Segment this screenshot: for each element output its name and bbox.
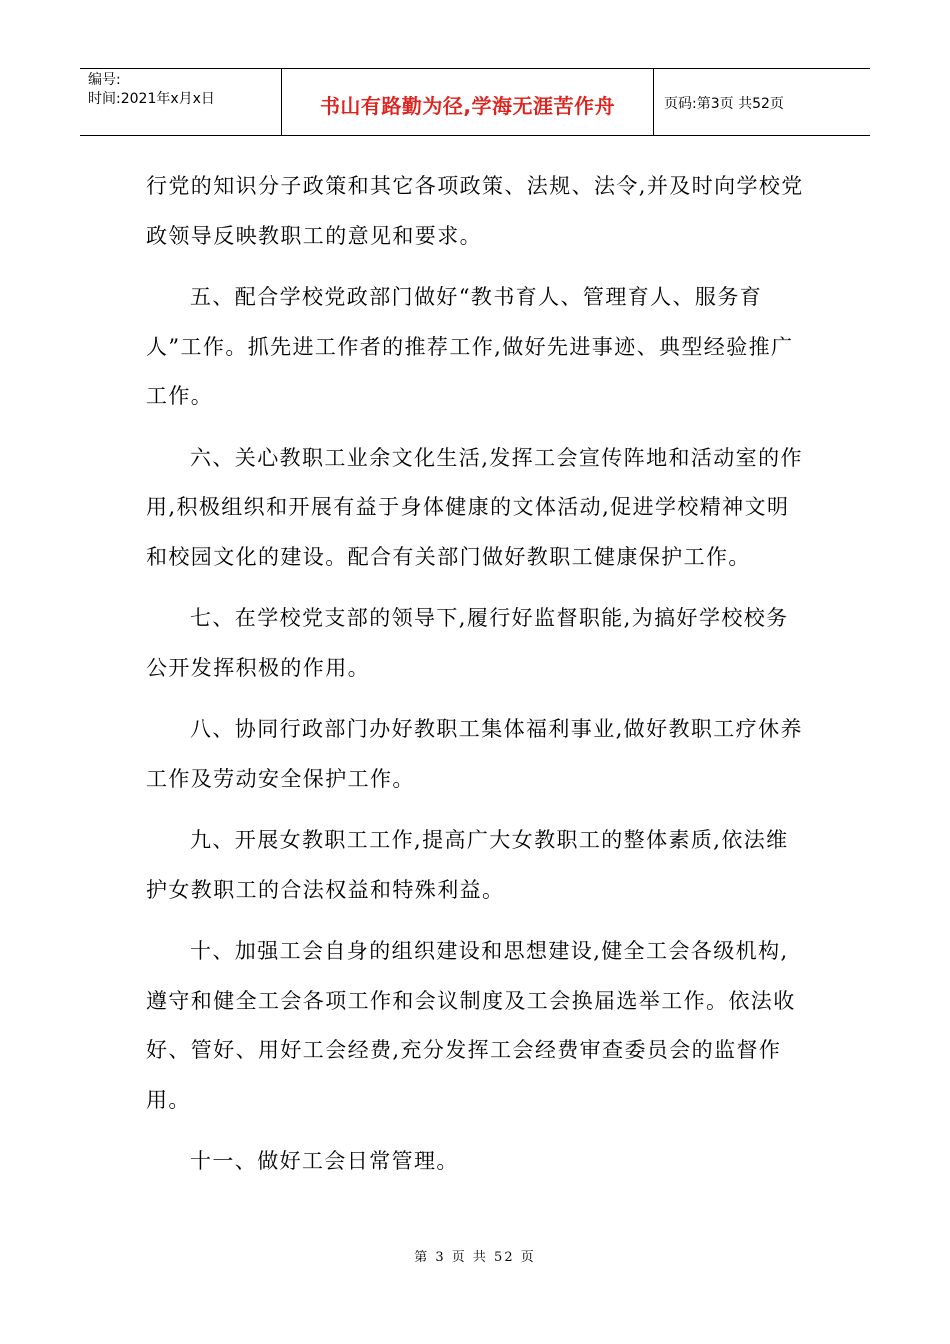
page-footer (0, 1246, 950, 1265)
page-header (80, 68, 870, 136)
document-number-label: 编号: (88, 72, 121, 88)
paragraph-item-5: 五、配合学校党政部门做好“教书育人、管理育人、服务育人”工作。抓先进工作者的推荐工作,做好先进事迹、典型经验推广工作。 (146, 285, 794, 408)
header-meta (80, 69, 282, 135)
paragraph-item-9: 九、开展女教职工工作,提高广大女教职工的整体素质,依法维护女教职工的合法权益和特殊利益。 (146, 828, 789, 902)
header-page-cell (654, 69, 870, 135)
paragraph-item-6: 六、关心教职工业余文化生活,发挥工会宣传阵地和活动室的作用,积极组织和开展有益于身体健康的文体活动,促进学校精神文明和校园文化的建设。配合有关部门做好教职工健康保护工作。 (146, 445, 803, 569)
footer-page-number: 第 3 页 共 52 页 (414, 1250, 536, 1265)
document-time-label: 时间:2021年x月x日 (88, 91, 215, 107)
paragraph-item-11: 十一、做好工会日常管理。 (190, 1149, 459, 1173)
paragraph-item-7: 七、在学校党支部的领导下,履行好监督职能,为搞好学校校务公开发挥积极的作用。 (146, 606, 789, 680)
header-motto-cell (282, 69, 654, 135)
document-body (146, 162, 806, 1199)
paragraph-item-10: 十、加强工会自身的组织建设和思想建设,健全工会各级机构,遵守和健全工会各项工作和会议制度及工会换届选举工作。依法收好、管好、用好工会经费,充分发挥工会经费审查委员会的监督作用。 (146, 939, 796, 1112)
header-motto: 书山有路勤为径,学海无涯苦作舟 (319, 93, 616, 118)
paragraph-item-8: 八、协同行政部门办好教职工集体福利事业,做好教职工疗休养工作及劳动安全保护工作。 (146, 717, 803, 791)
paragraph-continuation: 行党的知识分子政策和其它各项政策、法规、法令,并及时向学校党政领导反映教职工的意见和要求。 (146, 174, 804, 248)
header-page-info: 页码:第3页 共52页 (664, 96, 784, 112)
